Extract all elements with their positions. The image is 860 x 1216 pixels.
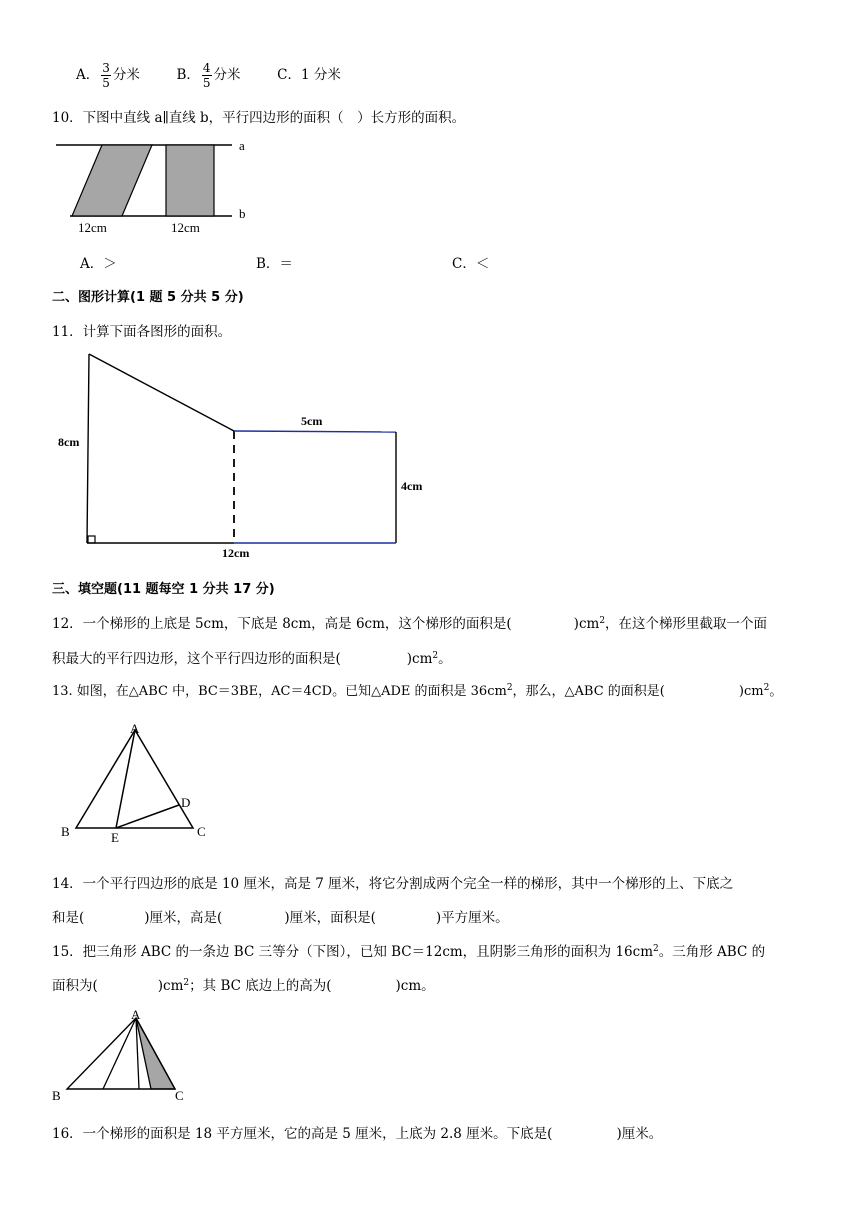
label-8cm: 8cm (58, 435, 80, 449)
superscript: 2 (183, 978, 190, 988)
q15-text: 。三角形 ABC 的 (658, 944, 766, 960)
q12-text: ，在这个梯形里截取一个面 (605, 616, 768, 632)
point-b-label: B (52, 1088, 61, 1103)
label-a: a (239, 138, 245, 153)
q16-question (52, 1122, 662, 1142)
q13-text: 13. 如图，在△ABC 中，BC＝3BE，AC＝4CD。已知△ADE 的面积是 36cm (52, 684, 507, 699)
q10-option-c: C．＜ (452, 256, 490, 272)
fraction-numerator: 3 (102, 61, 110, 75)
rectangle-shape (166, 145, 214, 216)
q12-unit: )cm (573, 616, 600, 632)
rectangle-base-label: 12cm (171, 220, 200, 235)
fraction-numerator: 4 (202, 61, 211, 75)
q10-option-b: B．＝ (256, 256, 293, 272)
q15-triangle-figure (50, 1004, 200, 1108)
superscript: 2 (763, 683, 770, 693)
q16-text: )厘米。 (616, 1126, 663, 1142)
superscript: 2 (653, 944, 659, 954)
point-a-label: A (130, 721, 140, 736)
q13-text: ，那么，△ABC 的面积是( (512, 684, 665, 699)
point-c-label: C (175, 1088, 184, 1103)
right-angle-mark (88, 536, 95, 543)
q11-question: 11．计算下面各图形的面积。 (52, 324, 232, 340)
point-d-label: D (181, 795, 191, 810)
q9-option-a-fraction (101, 61, 111, 90)
point-b-label: B (61, 824, 70, 839)
q12-line-2 (52, 647, 452, 667)
q9-option-b-unit: 分米 (213, 67, 241, 83)
q15-text: ；其 BC 底边上的高为( (189, 978, 332, 994)
point-a-label: A (131, 1007, 141, 1022)
q10-figure (52, 136, 272, 240)
q15-unit: )cm (157, 978, 184, 994)
label-12cm: 12cm (222, 546, 250, 560)
q15-text: 15．把三角形 ABC 的一条边 BC 三等分（下图），已知 BC＝12cm，且阴影三角形的面积为 16cm (52, 944, 654, 960)
q9-option-a-label: A． (76, 67, 100, 83)
point-c-label: C (197, 824, 206, 839)
q10-option-a: A．＞ (80, 256, 117, 272)
q15-text: 面积为( (52, 978, 98, 994)
label-4cm: 4cm (401, 479, 423, 493)
triangle-abc (76, 730, 193, 828)
composite-outline (89, 354, 234, 431)
parallelogram-base-label: 12cm (78, 220, 107, 235)
q13-unit: )cm (738, 684, 764, 699)
q15-unit: )cm。 (395, 978, 435, 994)
q15-line-1 (52, 940, 765, 960)
label-5cm: 5cm (301, 414, 323, 428)
q13-text: 。 (769, 684, 783, 699)
q12-text: 12．一个梯形的上底是 5cm，下底是 8cm，高是 6cm，这个梯形的面积是( (52, 616, 512, 632)
segment-a-first-third (103, 1018, 136, 1089)
q14-text: )平方厘米。 (435, 910, 509, 926)
q12-text: 积最大的平行四边形，这个平行四边形的面积是( (52, 651, 341, 667)
q14-text: 和是( (52, 910, 85, 926)
q10-question: 10．下图中直线 a∥直线 b，平行四边形的面积（ ）长方形的面积。 (52, 110, 466, 126)
fraction-denominator: 5 (202, 76, 211, 90)
q16-text: 16．一个梯形的面积是 18 平方厘米，它的高是 5 厘米，上底为 2.8 厘米。下底是( (52, 1126, 553, 1142)
section-3-title: 三、填空题(11 题每空 1 分共 17 分) (52, 582, 275, 597)
q9-option-c: C．1 分米 (277, 67, 341, 83)
q14-text: )厘米，高是( (144, 910, 223, 926)
superscript: 2 (599, 616, 606, 626)
q9-option-a-unit: 分米 (112, 67, 140, 83)
q15-line-2 (52, 974, 435, 994)
label-b: b (239, 206, 246, 221)
superscript: 2 (432, 651, 439, 661)
q13-triangle-figure (58, 718, 228, 845)
q12-unit: )cm (406, 651, 433, 667)
q9-option-b-label: B． (176, 67, 200, 83)
q13-question (52, 680, 782, 699)
q12-text: 。 (438, 651, 452, 667)
q14-text: )厘米，面积是( (284, 910, 376, 926)
point-e-label: E (111, 830, 119, 845)
parallelogram-shape (72, 145, 152, 216)
q11-figure (52, 348, 442, 566)
superscript: 2 (506, 683, 513, 693)
section-2-title: 二、图形计算(1 题 5 分共 5 分) (52, 290, 244, 305)
q9-options (76, 60, 341, 90)
q14-line-2 (52, 906, 509, 926)
fraction-denominator: 5 (102, 76, 110, 90)
q12-line-1 (52, 612, 767, 632)
segment-ed (116, 805, 179, 828)
q9-option-b-fraction (202, 61, 212, 90)
q14-line-1: 14．一个平行四边形的底是 10 厘米，高是 7 厘米，将它分割成两个完全一样的梯形，其中一个梯形的上、下底之 (52, 876, 734, 892)
